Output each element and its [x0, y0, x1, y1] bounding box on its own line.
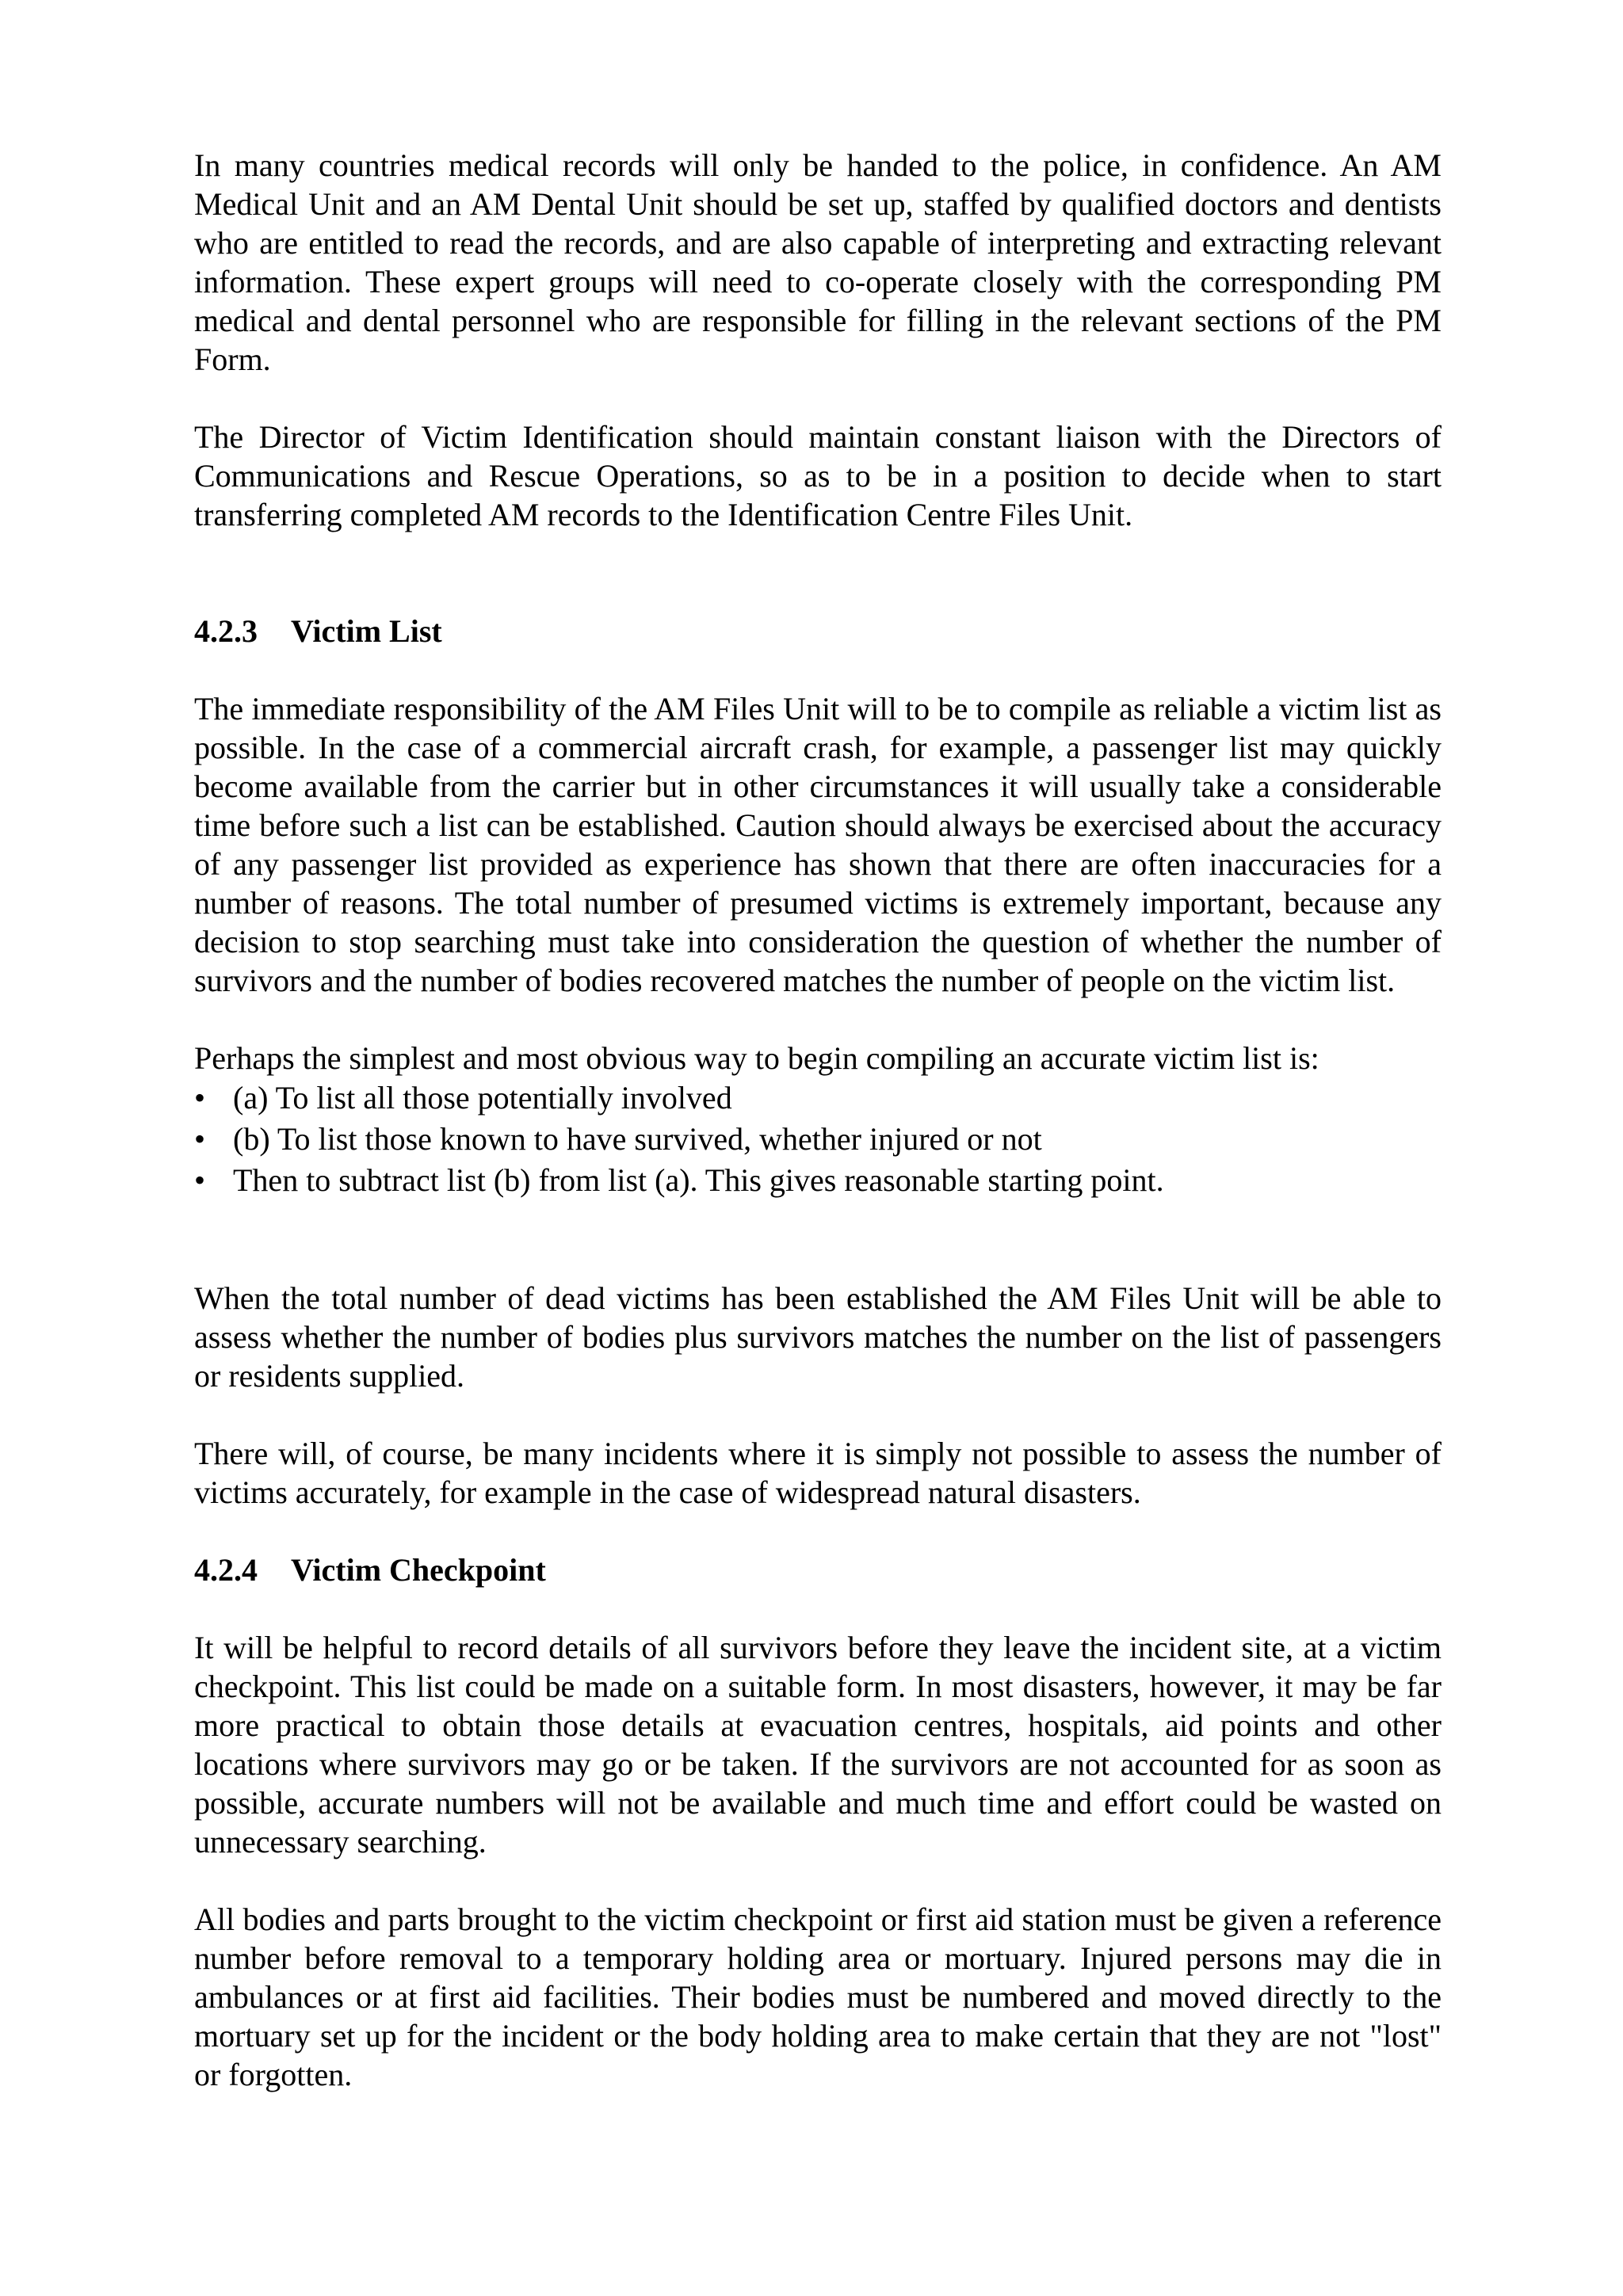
section-heading-victim-list — [194, 612, 1442, 650]
paragraph-total-dead: When the total number of dead victims has been established the AM Files Unit will be able to assess whether the number of bodies plus survivors matches the number on the list of passengers or residents supplied. — [194, 1280, 1442, 1394]
section-title: Victim List — [291, 613, 442, 649]
victim-list-steps — [194, 1077, 1442, 1201]
paragraph-medical-records: In many countries medical records will only be handed to the police, in confidence. An AM Medical Unit and an AM Dental Unit should be set up, staffed by qualified doctors and dentists who are entitled to read the records, and are also capable of interpreting and extracting relevant information. These expert groups will need to co-operate closely with the corresponding PM medical and dental personnel who are responsible for filling in the relevant sections of the PM Form. — [194, 147, 1442, 377]
list-item: • (b) To list those known to have survived, whether injured or not — [194, 1119, 1442, 1160]
section-title: Victim Checkpoint — [291, 1552, 546, 1588]
paragraph-checkpoint-survivors: It will be helpful to record details of all survivors before they leave the incident site, at a victim checkpoint. This list could be made on a suitable form. In most disasters, however, it may be far more practical to obtain those details at evacuation centres, hospitals, aid points and other locations where survivors may go or be taken. If the survivors are not accounted for as soon as possible, accurate numbers will not be available and much time and effort could be wasted on unnecessary searching. — [194, 1630, 1442, 1859]
paragraph-director-liaison: The Director of Victim Identification should maintain constant liaison with the Directors of Communications and Rescue Operations, so as to be in a position to decide when to start transferring completed AM records to the Identification Centre Files Unit. — [194, 419, 1442, 532]
section-number: 4.2.4 — [194, 1552, 258, 1588]
list-item: • (a) To list all those potentially involved — [194, 1077, 1442, 1119]
section-heading-victim-checkpoint — [194, 1550, 1442, 1589]
document-body — [194, 146, 1442, 2094]
paragraph-widespread-disasters: There will, of course, be many incidents where it is simply not possible to assess the number of victims accurately, for example in the case of widespread natural disasters. — [194, 1436, 1442, 1510]
paragraph-victim-list-responsibility: The immediate responsibility of the AM Files Unit will to be to compile as reliable a victim list as possible. In the case of a commercial aircraft crash, for example, a passenger list may quickly become available from the carrier but in other circumstances it will usually take a considerable time before such a list can be established. Caution should always be exercised about the accuracy of any passenger list provided as experience has shown that there are often inaccuracies for a number of reasons. The total number of presumed victims is extremely important, because any decision to stop searching must take into consideration the question of whether the number of survivors and the number of bodies recovered matches the number of people on the victim list. — [194, 691, 1442, 998]
section-number: 4.2.3 — [194, 613, 258, 649]
list-item: • Then to subtract list (b) from list (a). This gives reasonable starting point. — [194, 1160, 1442, 1201]
paragraph-victim-list-method: Perhaps the simplest and most obvious way to begin compiling an accurate victim list is: — [194, 1040, 1319, 1076]
paragraph-checkpoint-bodies: All bodies and parts brought to the victim checkpoint or first aid station must be given a reference number before removal to a temporary holding area or mortuary. Injured persons may die in ambulances or at first aid facilities. Their bodies must be numbered and moved directly to the mortuary set up for the incident or the body holding area to make certain that they are not "lost" or forgotten. — [194, 1901, 1442, 2092]
